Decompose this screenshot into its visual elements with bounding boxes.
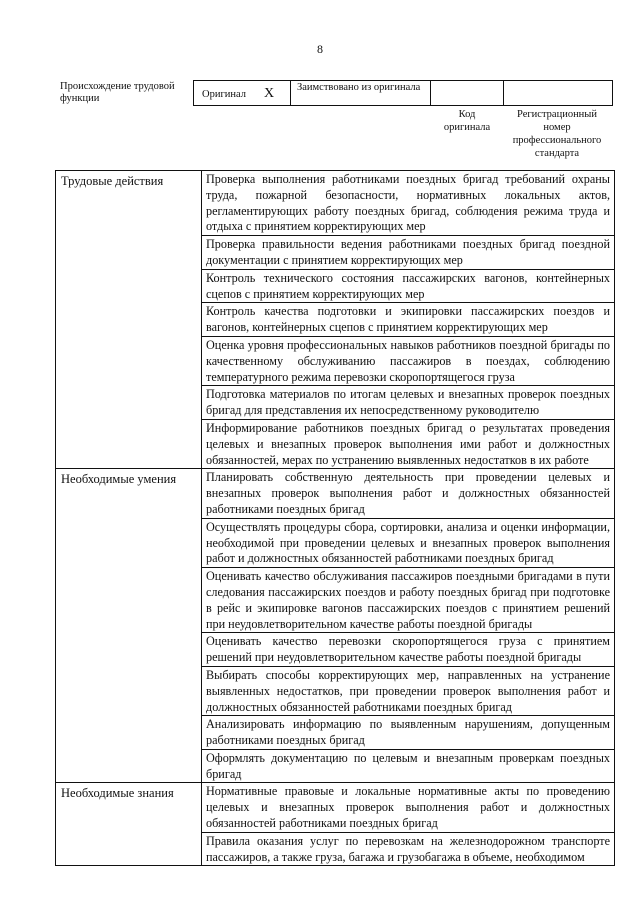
functions-table	[55, 170, 615, 866]
section-item: Анализировать информацию по выявленным нарушениям, допущенным работниками поездных бригад	[202, 716, 614, 750]
section-title: Необходимые умения	[56, 469, 202, 783]
section-item: Информирование работников поездных бригад о результатах проведения целевых и внезапных проверок выполнения ими работ и должностных обязанностей, мерах по устранению выявленных недостатков в их работе	[206, 420, 610, 467]
original-cell	[194, 81, 291, 105]
section-items	[202, 171, 615, 469]
section-item: Оценивать качество перевозки скоропортящегося груза с принятием решений при неудовлетворительном качестве работы поездной бригады	[202, 633, 614, 667]
original-mark: X	[264, 86, 275, 101]
section-item: Выбирать способы корректирующих мер, направленных на устранение выявленных недостатков, при проведении проверок выполнения работ и должностных обязанностей работниками поездных бригад	[202, 667, 614, 716]
section-item: Контроль качества подготовки и экипировки пассажирских поездов и вагонов, контейнерных сцепов с принятием корректирующих мер	[202, 303, 614, 337]
section-item: Контроль технического состояния пассажирских вагонов, контейнерных сцепов с принятием корректирующих мер	[202, 270, 614, 304]
section-item: Правила оказания услуг по перевозкам на железнодорожном транспорте пассажиров, а также груза, багажа и грузобагажа в объеме, необходимом	[206, 833, 610, 864]
page-number: 8	[317, 42, 323, 56]
section-item: Проверка выполнения работниками поездных бригад требований охраны труда, пожарной безопасности, нормативных локальных актов, регламентирующих работу поездных бригад, соблюдения режима труда и отдыха с принятием корректирующих мер	[202, 171, 614, 236]
section-item: Проверка правильности ведения работниками поездных бригад поездной документации с принятием корректирующих мер	[202, 236, 614, 270]
code-caption: Код оригинала	[443, 109, 491, 133]
section-title: Необходимые знания	[56, 783, 202, 866]
section-item: Осуществлять процедуры сбора, сортировки, анализа и оценки информации, необходимой при проведении целевых и внезапных проверок выполнения работ и должностных обязанностей работниками поездных бригад	[202, 519, 614, 568]
section-item: Планировать собственную деятельность при проведении целевых и внезапных проверок выполнения работ и должностных обязанностей работниками поездных бригад	[202, 469, 614, 518]
section-items	[202, 783, 615, 866]
borrowed-label: Заимствовано из оригинала	[297, 82, 421, 93]
section-item: Оценивать качество обслуживания пассажиров поездными бригадами в пути следования пассажирских поездов и работу поездных бригад при подготовке в рейс и экипировке вагонов пассажирских поездов с принятием решений при неудовлетворительном качестве работы поездной бригады	[202, 568, 614, 633]
section-item: Нормативные правовые и локальные нормативные акты по проведению целевых и внезапных проверок выполнения работ и должностных обязанностей работниками поездных бригад	[202, 783, 614, 832]
section-items	[202, 469, 615, 783]
origin-label: Происхождение трудовой функции	[60, 81, 175, 104]
section-item: Оценка уровня профессиональных навыков работников поездной бригады по качественному обслуживанию пассажиров в поездах, соблюдению температурного режима перевозки скоропортящегося груза	[202, 337, 614, 386]
reg-number-cell	[504, 81, 612, 105]
section-item: Оформлять документацию по целевым и внезапным проверкам поездных бригад	[206, 750, 610, 781]
section-item: Подготовка материалов по итогам целевых и внезапных проверок поездных бригад для представления их непосредственному руководителю	[202, 386, 614, 420]
section-row	[56, 469, 615, 783]
section-title: Трудовые действия	[56, 171, 202, 469]
reg-caption: Регистрационный номер профессионального стандарта	[512, 109, 602, 159]
origin-table	[193, 80, 613, 106]
borrowed-cell	[291, 81, 431, 105]
code-cell	[431, 81, 504, 105]
original-label: Оригинал	[202, 89, 246, 100]
section-row	[56, 171, 615, 469]
section-row	[56, 783, 615, 866]
